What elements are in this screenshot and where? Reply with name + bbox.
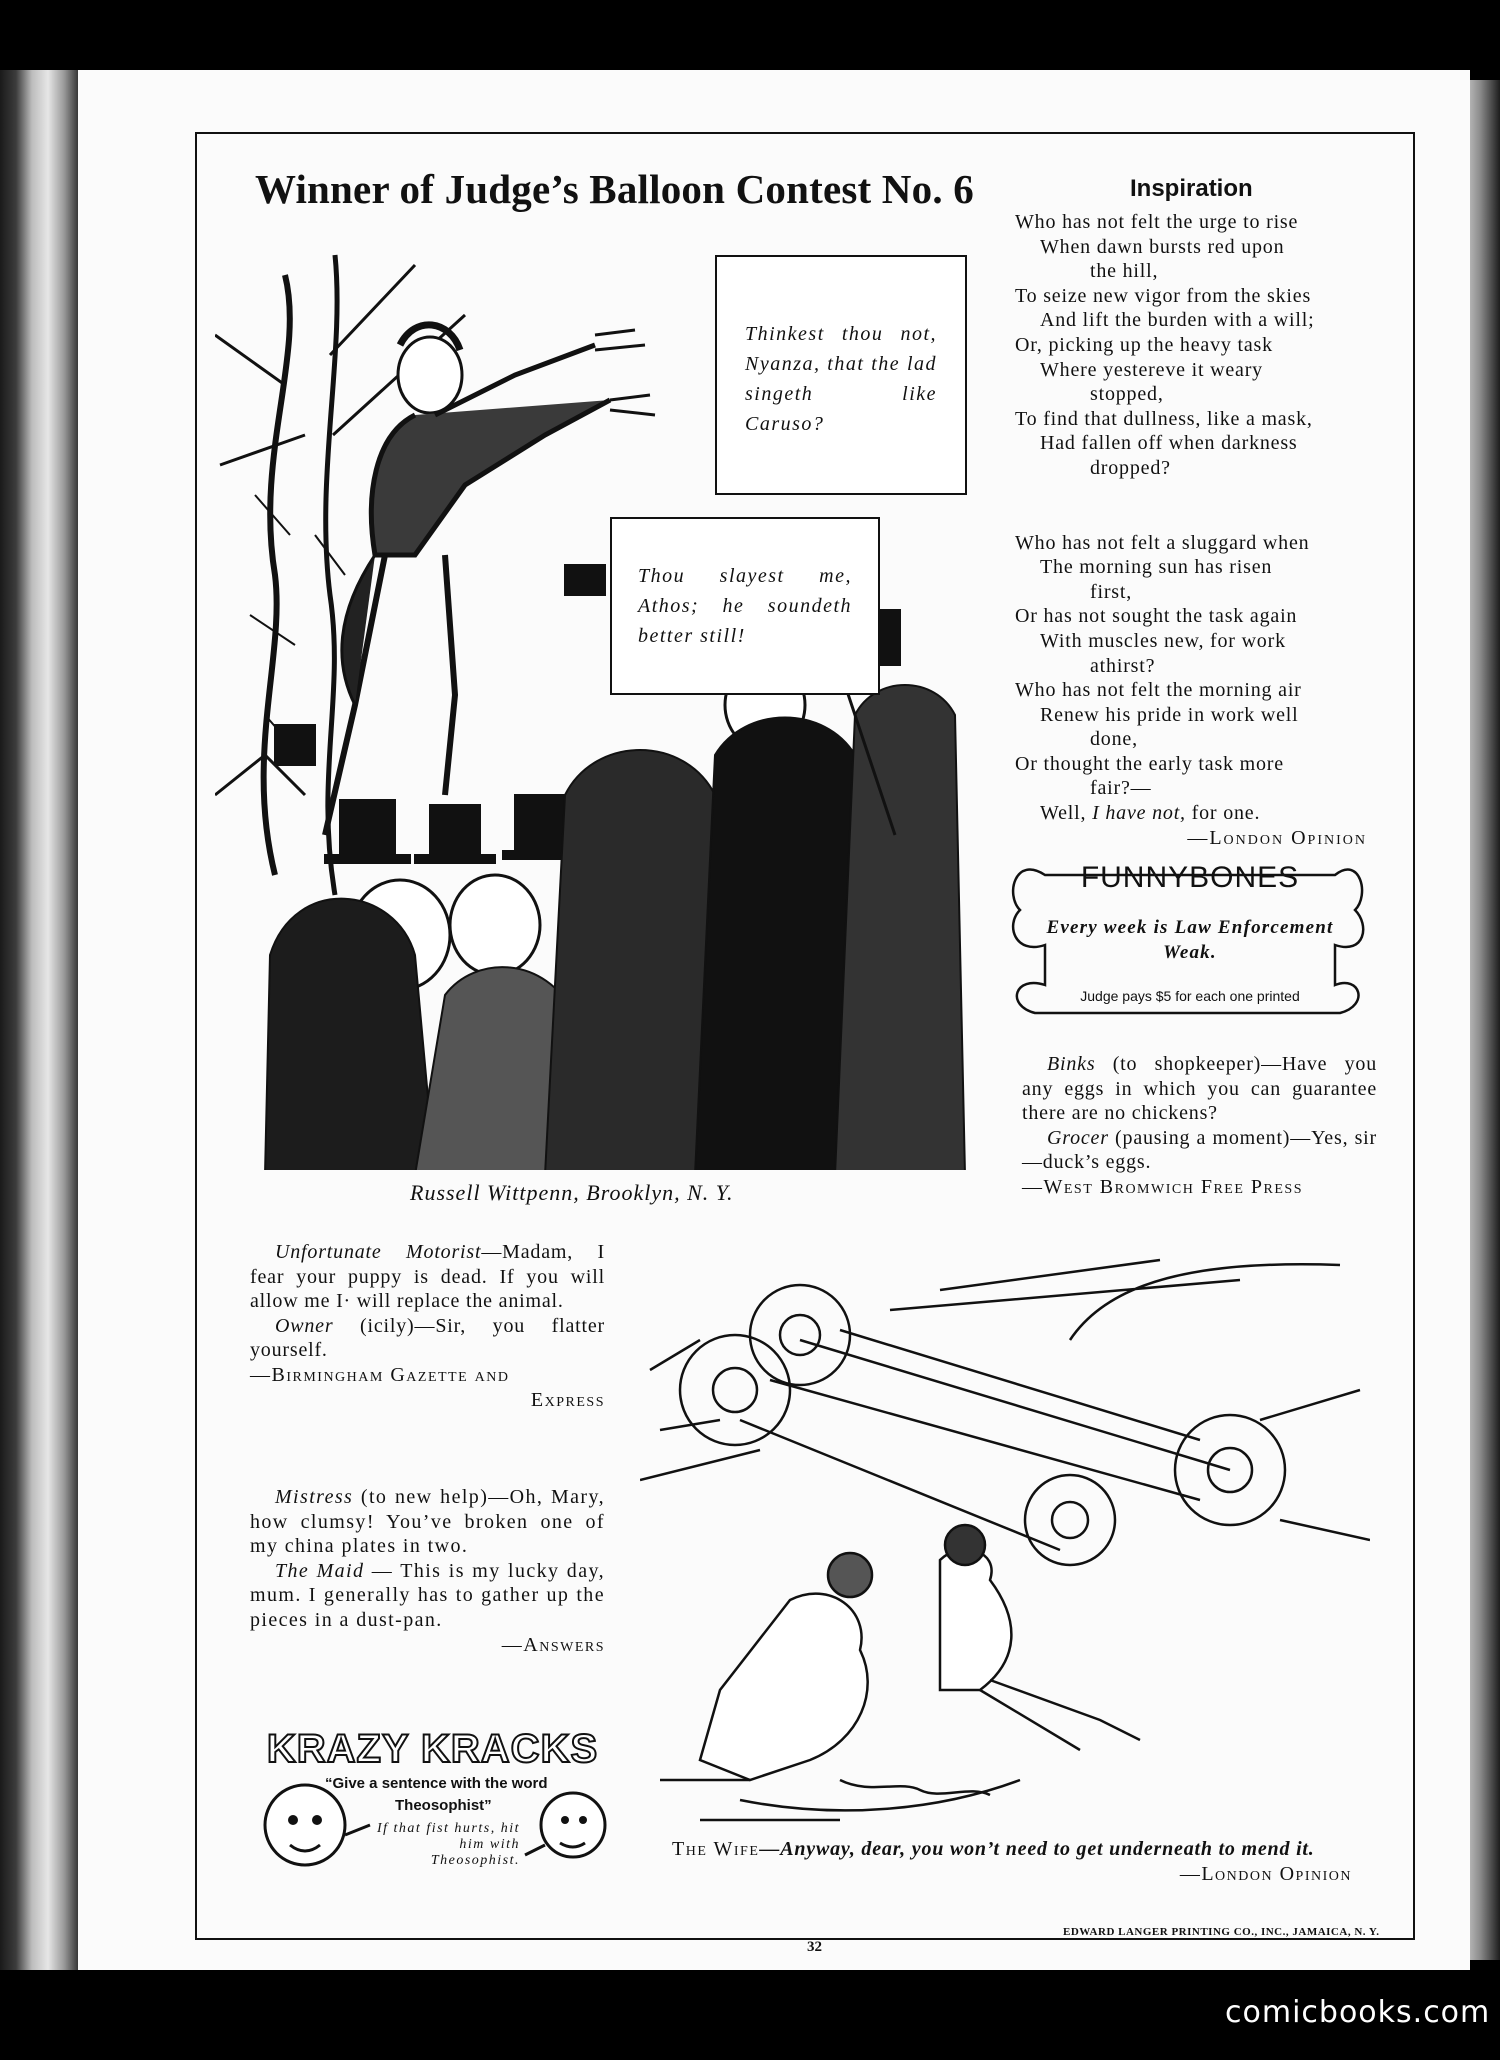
joke-binks [1022, 1052, 1377, 1200]
page-headline: Winner of Judge’s Balloon Contest No. 6 [255, 166, 974, 212]
poem-credit: —London Opinion [1187, 826, 1367, 849]
poem-line: Who has not felt the morning air [1015, 679, 1302, 702]
joke-line: (pausing a moment)—Yes, sir—duck’s eggs. [1022, 1126, 1377, 1174]
funnybones-heading: FUNNYBONES [1080, 861, 1300, 894]
joke-line: — This is my lucky day, mum. I generally has to gather up the pieces in a dust-pan. [250, 1559, 605, 1631]
speech-balloon-2: Thou slayest me, Athos; he soundeth better still! [610, 517, 880, 695]
contest-winner-credit: Russell Wittpenn, Brooklyn, N. Y. [410, 1180, 734, 1205]
joke-speaker: Unfortunate Motorist [275, 1241, 482, 1263]
joke-speaker: The Maid [275, 1559, 365, 1582]
funnybones-box [1005, 855, 1370, 1015]
joke-line: (to shopkeeper)—Have you any eggs in which you can guarantee there are no chickens? [1022, 1053, 1377, 1125]
poem-line: When dawn bursts red upon [1040, 235, 1285, 258]
poem-line: Where yestereve it weary [1040, 358, 1263, 381]
poem-line: stopped, [1090, 383, 1164, 406]
krazy-kracks-word: Theosophist” [395, 1797, 492, 1814]
caption-speaker: The Wife [672, 1838, 760, 1860]
joke-speaker: Owner [275, 1314, 334, 1337]
poem-line: Or thought the early task more [1015, 752, 1284, 775]
caption-credit: —London Opinion [1179, 1862, 1352, 1885]
joke-credit: —Birmingham Gazette and [250, 1363, 510, 1386]
joke-speaker: Mistress [275, 1486, 354, 1508]
poem-line: Or, picking up the heavy task [1015, 333, 1273, 356]
joke-line: (to new help)—Oh, Mary, how clumsy! You’ve broken one of my china plates in two. [250, 1486, 605, 1558]
poem-word: for one. [1191, 802, 1261, 825]
book-spine-left [0, 70, 80, 1970]
joke-speaker: Grocer [1047, 1126, 1109, 1149]
poem-inspiration [1015, 210, 1375, 850]
poem-line: fair?— [1090, 777, 1152, 800]
poem-line: Had fallen off when darkness [1040, 432, 1298, 455]
poem-line: The morning sun has risen [1040, 556, 1273, 579]
joke-motorist [250, 1240, 605, 1412]
joke-credit: —Answers [501, 1633, 605, 1656]
krazy-kracks-prompt: “Give a sentence with the word [325, 1775, 548, 1792]
poem-line: Who has not felt a sluggard when [1015, 531, 1310, 554]
printer-imprint: EDWARD LANGER PRINTING CO., INC., JAMAICA, N. Y. [1063, 1926, 1380, 1938]
poem-line: To find that dullness, like a mask, [1015, 407, 1313, 430]
site-watermark: comicbooks.com [1225, 1995, 1491, 2030]
page-number: 32 [807, 1939, 822, 1955]
speech-balloon-1: Thinkest thou not, Nyanza, that the lad singeth like Caruso? [715, 255, 967, 495]
poem-line: athirst? [1090, 654, 1156, 677]
joke-line: (icily)—Sir, you flatter yourself. [250, 1314, 605, 1362]
funnybones-joke: Every week is Law Enforcement Weak. [1046, 917, 1334, 963]
overturned-car-illustration [640, 1220, 1370, 1840]
poem-title: Inspiration [1130, 175, 1253, 202]
poem-line: To seize new vigor from the skies [1015, 284, 1312, 307]
joke-line: —Madam, I fear your puppy is dead. If you will allow me I· will replace the animal. [250, 1241, 605, 1313]
poem-emphasis: I have not, [1092, 802, 1186, 825]
poem-line: Who has not felt the urge to rise [1015, 211, 1299, 233]
poem-line: Renew his pride in work well [1040, 703, 1299, 726]
krazy-kracks-answer: If that fist hurts, hit him with Theosophist. [376, 1821, 520, 1868]
krazy-kracks-title: KRAZY KRACKS [266, 1727, 599, 1771]
poem-word: Well, [1040, 802, 1087, 825]
poem-last-line [1015, 801, 1375, 826]
funnybones-footer: Judge pays $5 for each one printed [1080, 988, 1300, 1004]
stanza-break [1015, 481, 1375, 531]
joke-speaker: Binks [1047, 1053, 1096, 1075]
poem-line: done, [1090, 728, 1138, 751]
krazy-kracks-box [255, 1725, 610, 1895]
joke-credit: Express [530, 1388, 605, 1411]
poem-line: the hill, [1090, 260, 1159, 283]
poem-line: first, [1090, 580, 1133, 603]
poem-line: dropped? [1090, 456, 1171, 479]
poem-line: With muscles new, for work [1040, 629, 1286, 652]
joke-credit: —West Bromwich Free Press [1022, 1175, 1303, 1198]
poem-line: Or has not sought the task again [1015, 605, 1298, 628]
caption-line: —Anyway, dear, you won’t need to get underneath to mend it. [759, 1838, 1315, 1860]
poem-line: And lift the burden with a will; [1040, 309, 1315, 332]
car-cartoon-caption [672, 1837, 1352, 1886]
joke-maid [250, 1485, 605, 1657]
